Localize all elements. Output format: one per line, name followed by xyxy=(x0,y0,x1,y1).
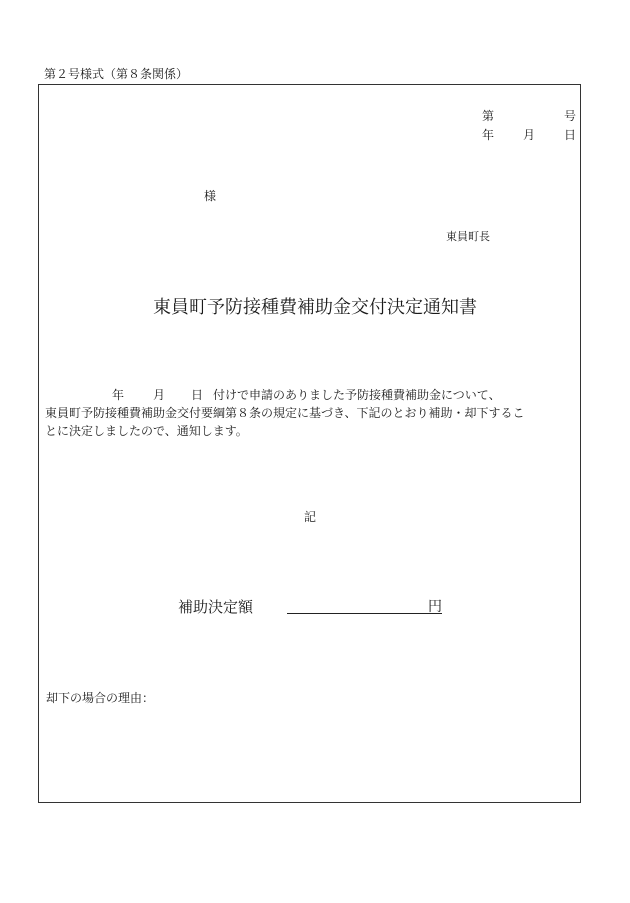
date-day: 日 xyxy=(564,128,577,142)
body-line-1-text: 付けで申請のありました予防接種費補助金について、 xyxy=(213,388,501,402)
body-month: 月 xyxy=(153,388,166,402)
sender-name: 東員町長 xyxy=(446,230,490,243)
ki-marker: 記 xyxy=(303,510,316,524)
yen-unit: 円 xyxy=(428,599,442,615)
recipient-honorific: 様 xyxy=(204,189,217,203)
body-paragraph xyxy=(45,386,580,440)
body-line-2: 東員町予防接種費補助金交付要綱第８条の規定に基づき、下記のとおり補助・却下するこ xyxy=(45,406,525,420)
body-line-3: とに決定しましたので、通知します。 xyxy=(45,424,248,438)
number-prefix: 第 xyxy=(482,109,495,123)
rejection-reason-label: 却下の場合の理由： xyxy=(46,691,155,705)
body-year: 年 xyxy=(112,388,125,402)
date-month: 月 xyxy=(523,128,536,142)
date-year: 年 xyxy=(482,128,495,142)
form-number-label: 第２号様式（第８条関係） xyxy=(44,67,189,81)
document-title: 東員町予防接種費補助金交付決定通知書 xyxy=(153,297,477,318)
number-suffix: 号 xyxy=(564,109,577,123)
body-day: 日 xyxy=(191,388,204,402)
body-line-1 xyxy=(45,386,580,404)
amount-field[interactable] xyxy=(287,596,442,614)
amount-label: 補助決定額 xyxy=(178,598,254,616)
